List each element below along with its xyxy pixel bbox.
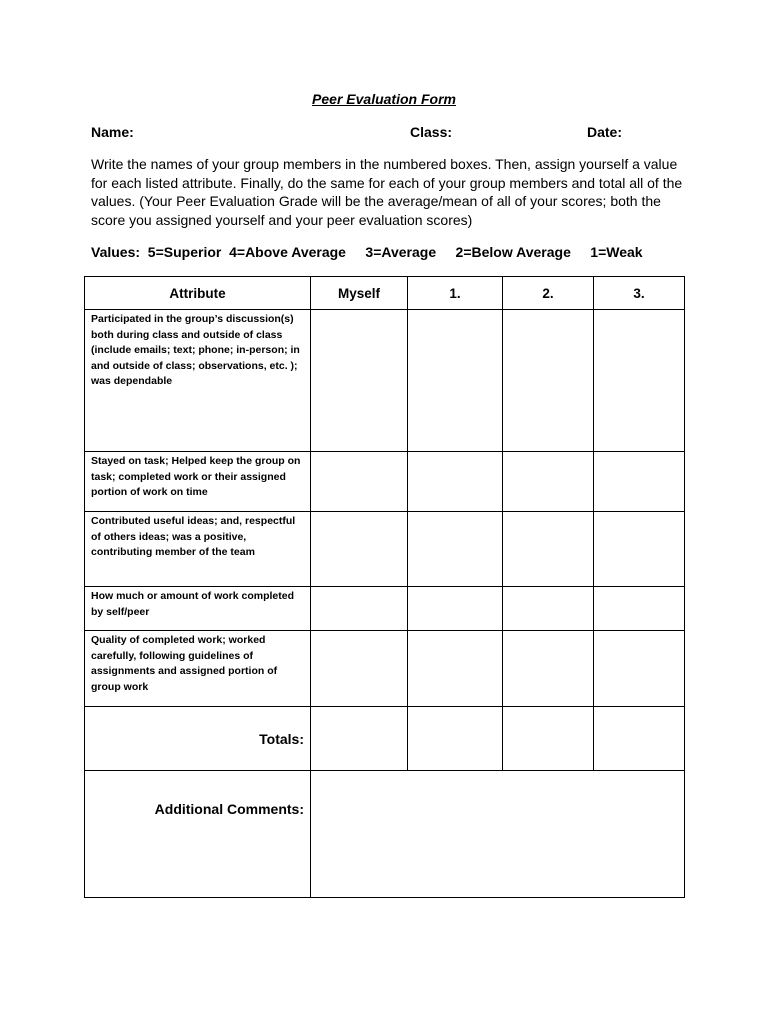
score-cell-myself[interactable] bbox=[311, 512, 408, 587]
score-cell-member-1[interactable] bbox=[408, 587, 503, 631]
score-cell-member-2[interactable] bbox=[503, 631, 594, 707]
table-row bbox=[85, 310, 685, 452]
table-row bbox=[85, 452, 685, 512]
evaluation-table bbox=[84, 276, 685, 898]
score-cell-member-2[interactable] bbox=[503, 310, 594, 452]
comments-row bbox=[85, 771, 685, 898]
score-cell-member-3[interactable] bbox=[594, 452, 685, 512]
attribute-cell: Participated in the group’s discussion(s) both during class and outside of class (include emails; text; phone; in-person; in and outside of class; observations, etc. ); was dependable bbox=[85, 310, 311, 452]
totals-row bbox=[85, 707, 685, 771]
values-scale: Values: 5=Superior 4=Above Average 3=Average 2=Below Average 1=Weak bbox=[91, 244, 643, 260]
score-cell-member-1[interactable] bbox=[408, 452, 503, 512]
attribute-cell: Contributed useful ideas; and, respectful of others ideas; was a positive, contributing member of the team bbox=[85, 512, 311, 587]
score-cell-member-3[interactable] bbox=[594, 512, 685, 587]
score-cell-myself[interactable] bbox=[311, 310, 408, 452]
table-row bbox=[85, 631, 685, 707]
attribute-cell: How much or amount of work completed by self/peer bbox=[85, 587, 311, 631]
table-header-row bbox=[85, 277, 685, 310]
form-title: Peer Evaluation Form bbox=[312, 91, 456, 107]
total-cell-member-3[interactable] bbox=[594, 707, 685, 771]
score-cell-myself[interactable] bbox=[311, 631, 408, 707]
score-cell-member-2[interactable] bbox=[503, 512, 594, 587]
total-cell-myself[interactable] bbox=[311, 707, 408, 771]
name-label: Name: bbox=[91, 124, 134, 140]
score-cell-member-3[interactable] bbox=[594, 310, 685, 452]
header-fields bbox=[91, 124, 691, 144]
table-row bbox=[85, 512, 685, 587]
total-cell-member-1[interactable] bbox=[408, 707, 503, 771]
header-attribute: Attribute bbox=[85, 277, 311, 310]
score-cell-member-2[interactable] bbox=[503, 452, 594, 512]
header-member-2: 2. bbox=[503, 277, 594, 310]
totals-label: Totals: bbox=[85, 707, 311, 771]
instructions-text: Write the names of your group members in the numbered boxes. Then, assign yourself a value for each listed attribute. Finally, do the same for each of your group members and total all of the values. (Your Peer Evaluation Grade will be the average/mean of all of your scores; both the score you assigned yourself and your peer evaluation scores) bbox=[91, 156, 683, 228]
total-cell-member-2[interactable] bbox=[503, 707, 594, 771]
score-cell-member-1[interactable] bbox=[408, 310, 503, 452]
score-cell-myself[interactable] bbox=[311, 452, 408, 512]
header-myself: Myself bbox=[311, 277, 408, 310]
attribute-cell: Quality of completed work; worked carefully, following guidelines of assignments and assigned portion of group work bbox=[85, 631, 311, 707]
score-cell-member-1[interactable] bbox=[408, 512, 503, 587]
header-member-1: 1. bbox=[408, 277, 503, 310]
table-row bbox=[85, 587, 685, 631]
score-cell-myself[interactable] bbox=[311, 587, 408, 631]
score-cell-member-3[interactable] bbox=[594, 587, 685, 631]
class-label: Class: bbox=[410, 124, 453, 140]
date-label: Date: bbox=[587, 124, 623, 140]
score-cell-member-2[interactable] bbox=[503, 587, 594, 631]
comments-box[interactable] bbox=[311, 771, 685, 898]
score-cell-member-3[interactable] bbox=[594, 631, 685, 707]
attribute-cell: Stayed on task; Helped keep the group on task; completed work or their assigned portion of work on time bbox=[85, 452, 311, 512]
score-cell-member-1[interactable] bbox=[408, 631, 503, 707]
header-member-3: 3. bbox=[594, 277, 685, 310]
comments-label: Additional Comments: bbox=[85, 771, 311, 898]
